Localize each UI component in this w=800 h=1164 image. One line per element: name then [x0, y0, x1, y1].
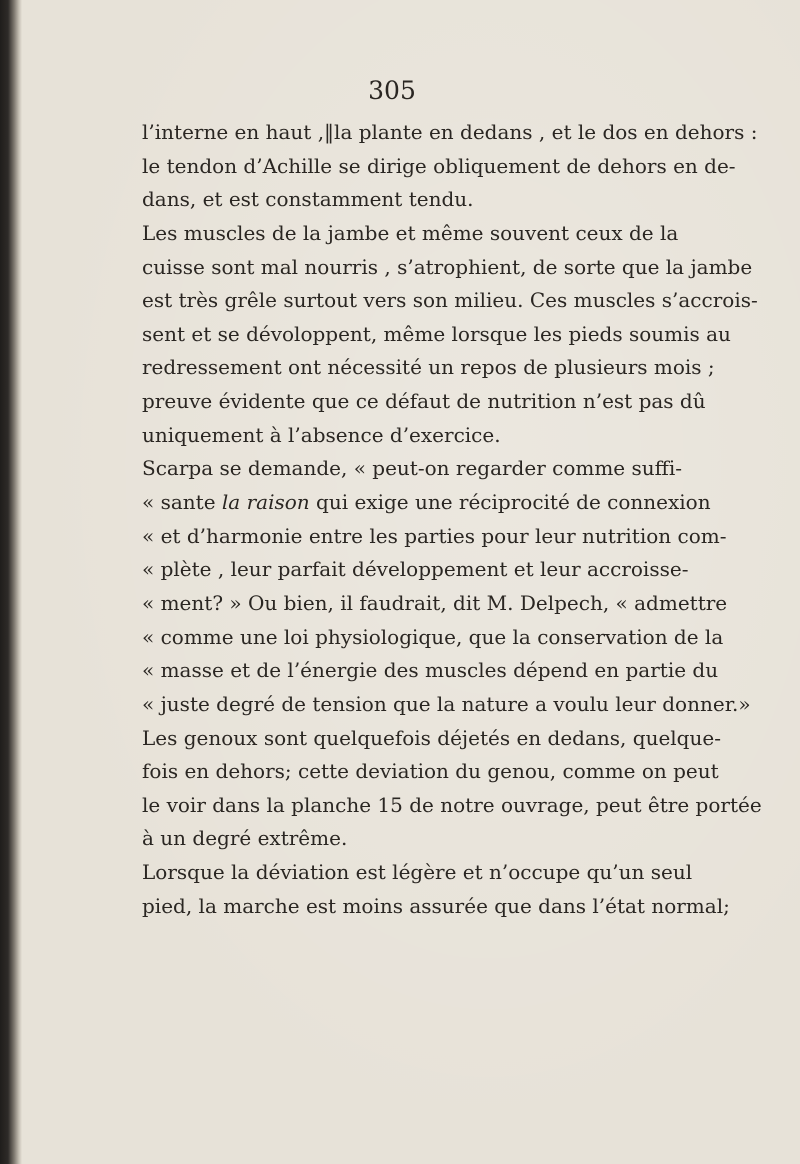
text-segment: qui exige une réciprocité de connexion [309, 490, 711, 515]
text-line: fois en dehors; cette deviation du genou, comme on peut [142, 759, 719, 784]
text-line: pied, la marche est moins assurée que dans l’état normal; [142, 893, 730, 918]
text-line: « plète , leur parfait développement et leur accroisse- [142, 557, 689, 582]
text-line: Lorsque la déviation est légère et n’occupe qu’un seul [142, 860, 693, 885]
text-segment: « sante [142, 490, 222, 515]
text-line: l’interne en haut ,‖la plante en dedans , et le dos en dehors : [142, 120, 758, 144]
text-line: sent et se dévoloppent, même lorsque les pieds soumis au [142, 321, 731, 346]
text-line: Scarpa se demande, « peut-on regarder comme suffi- [142, 456, 682, 481]
book-page [22, 0, 800, 1164]
text-line: dans, et est constamment tendu. [142, 187, 474, 212]
text-line: uniquement à l’absence d’exercice. [142, 422, 501, 447]
text-line: cuisse sont mal nourris , s’atrophient, de sorte que la jambe [142, 254, 753, 279]
text-line: le tendon d’Achille se dirige obliquement de dehors en de- [142, 153, 736, 178]
text-line: est très grêle surtout vers son milieu. Ces muscles s’accrois- [142, 288, 758, 313]
text-line: le voir dans la planche 15 de notre ouvrage, peut être portée [142, 792, 762, 817]
text-line: « comme une loi physiologique, que la conservation de la [142, 624, 724, 649]
text-line: à un degré extrême. [142, 826, 348, 851]
italic-phrase: la raison [221, 490, 310, 515]
text-line: « et d’harmonie entre les parties pour leur nutrition com- [142, 523, 727, 548]
page-number: 305 [368, 76, 416, 105]
text-line: redressement ont nécessité un repos de plusieurs mois ; [142, 355, 715, 380]
text-line: Les genoux sont quelquefois déjetés en dedans, quelque- [142, 725, 721, 750]
text-line: « juste degré de tension que la nature a voulu leur donner.» [142, 691, 751, 716]
book-spine-shadow [0, 0, 22, 1164]
text-line: preuve évidente que ce défaut de nutrition n’est pas dû [142, 389, 706, 414]
text-line [142, 486, 711, 520]
text-line: « ment? » Ou bien, il faudrait, dit M. Delpech, « admettre [142, 590, 728, 615]
text-line: « masse et de l’énergie des muscles dépend en partie du [142, 658, 719, 683]
body-text [142, 116, 762, 923]
text-line: Les muscles de la jambe et même souvent ceux de la [142, 220, 679, 245]
